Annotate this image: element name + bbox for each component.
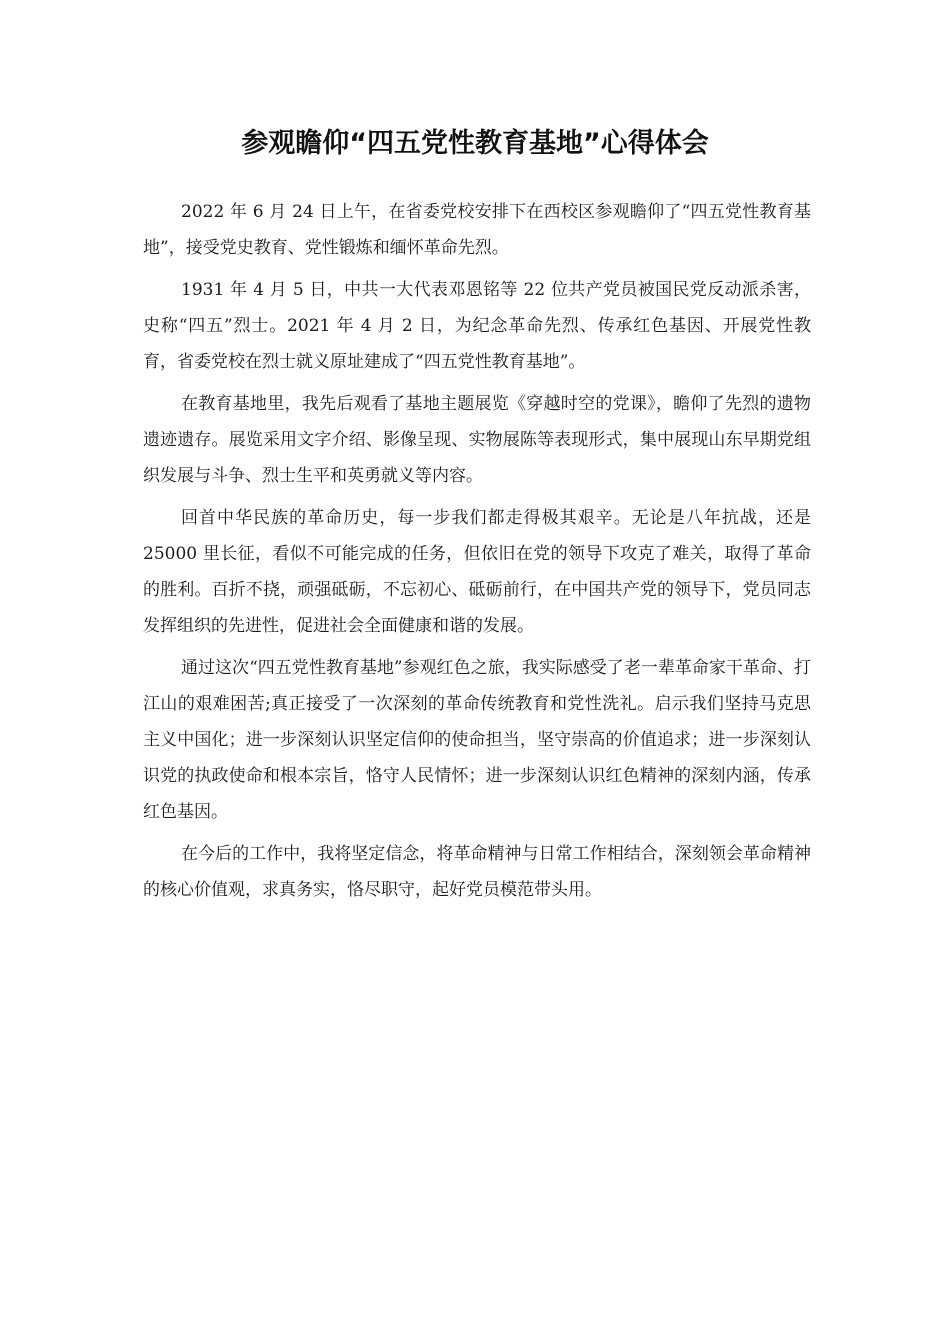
paragraph-reflection: 通过这次“四五党性教育基地”参观红色之旅，我实际感受了老一辈革命家干革命、打江山的艰难困苦;真正接受了一次深刻的革命传统教育和党性洗礼。启示我们坚持马克思主义中国化；进一步深刻认识坚定信仰的使命担当，坚守崇高的价值追求；进一步深刻认识党的执政使命和根本宗旨，恪守人民情怀；进一步深刻认识红色精神的深刻内涵，传承红色基因。: [143, 658, 811, 822]
paragraph-future-work: 在今后的工作中，我将坚定信念，将革命精神与日常工作相结合，深刻领会革命精神的核心价值观，求真务实，恪尽职守，起好党员模范带头用。: [143, 844, 811, 900]
paragraph-visit-date: 2022 年 6 月 24 日上午，在省委党校安排下在西校区参观瞻仰了“四五党性教育基地”，接受党史教育、党性锻炼和缅怀革命先烈。: [143, 202, 811, 258]
paragraph-history: 1931 年 4 月 5 日，中共一大代表邓恩铭等 22 位共产党员被国民党反动派杀害，史称“四五”烈士。2021 年 4 月 2 日，为纪念革命先烈、传承红色基因、开展党性教育，省委党校在烈士就义原址建成了“四五党性教育基地”。: [143, 280, 811, 372]
document-body: [143, 194, 811, 914]
paragraph-revolution-history: 回首中华民族的革命历史，每一步我们都走得极其艰辛。无论是八年抗战，还是 25000 里长征，看似不可能完成的任务，但依旧在党的领导下攻克了难关，取得了革命的胜利。百折不挠，顽强砥砺，不忘初心、砥砺前行，在中国共产党的领导下，党员同志发挥组织的先进性，促进社会全面健康和谐的发展。: [143, 508, 811, 636]
paragraph-exhibition: 在教育基地里，我先后观看了基地主题展览《穿越时空的党课》，瞻仰了先烈的遗物遗迹遗存。展览采用文字介绍、影像呈现、实物展陈等表现形式，集中展现山东早期党组织发展与斗争、烈士生平和英勇就义等内容。: [143, 394, 811, 486]
document-title: 参观瞻仰“四五党性教育基地”心得体会: [241, 128, 709, 159]
